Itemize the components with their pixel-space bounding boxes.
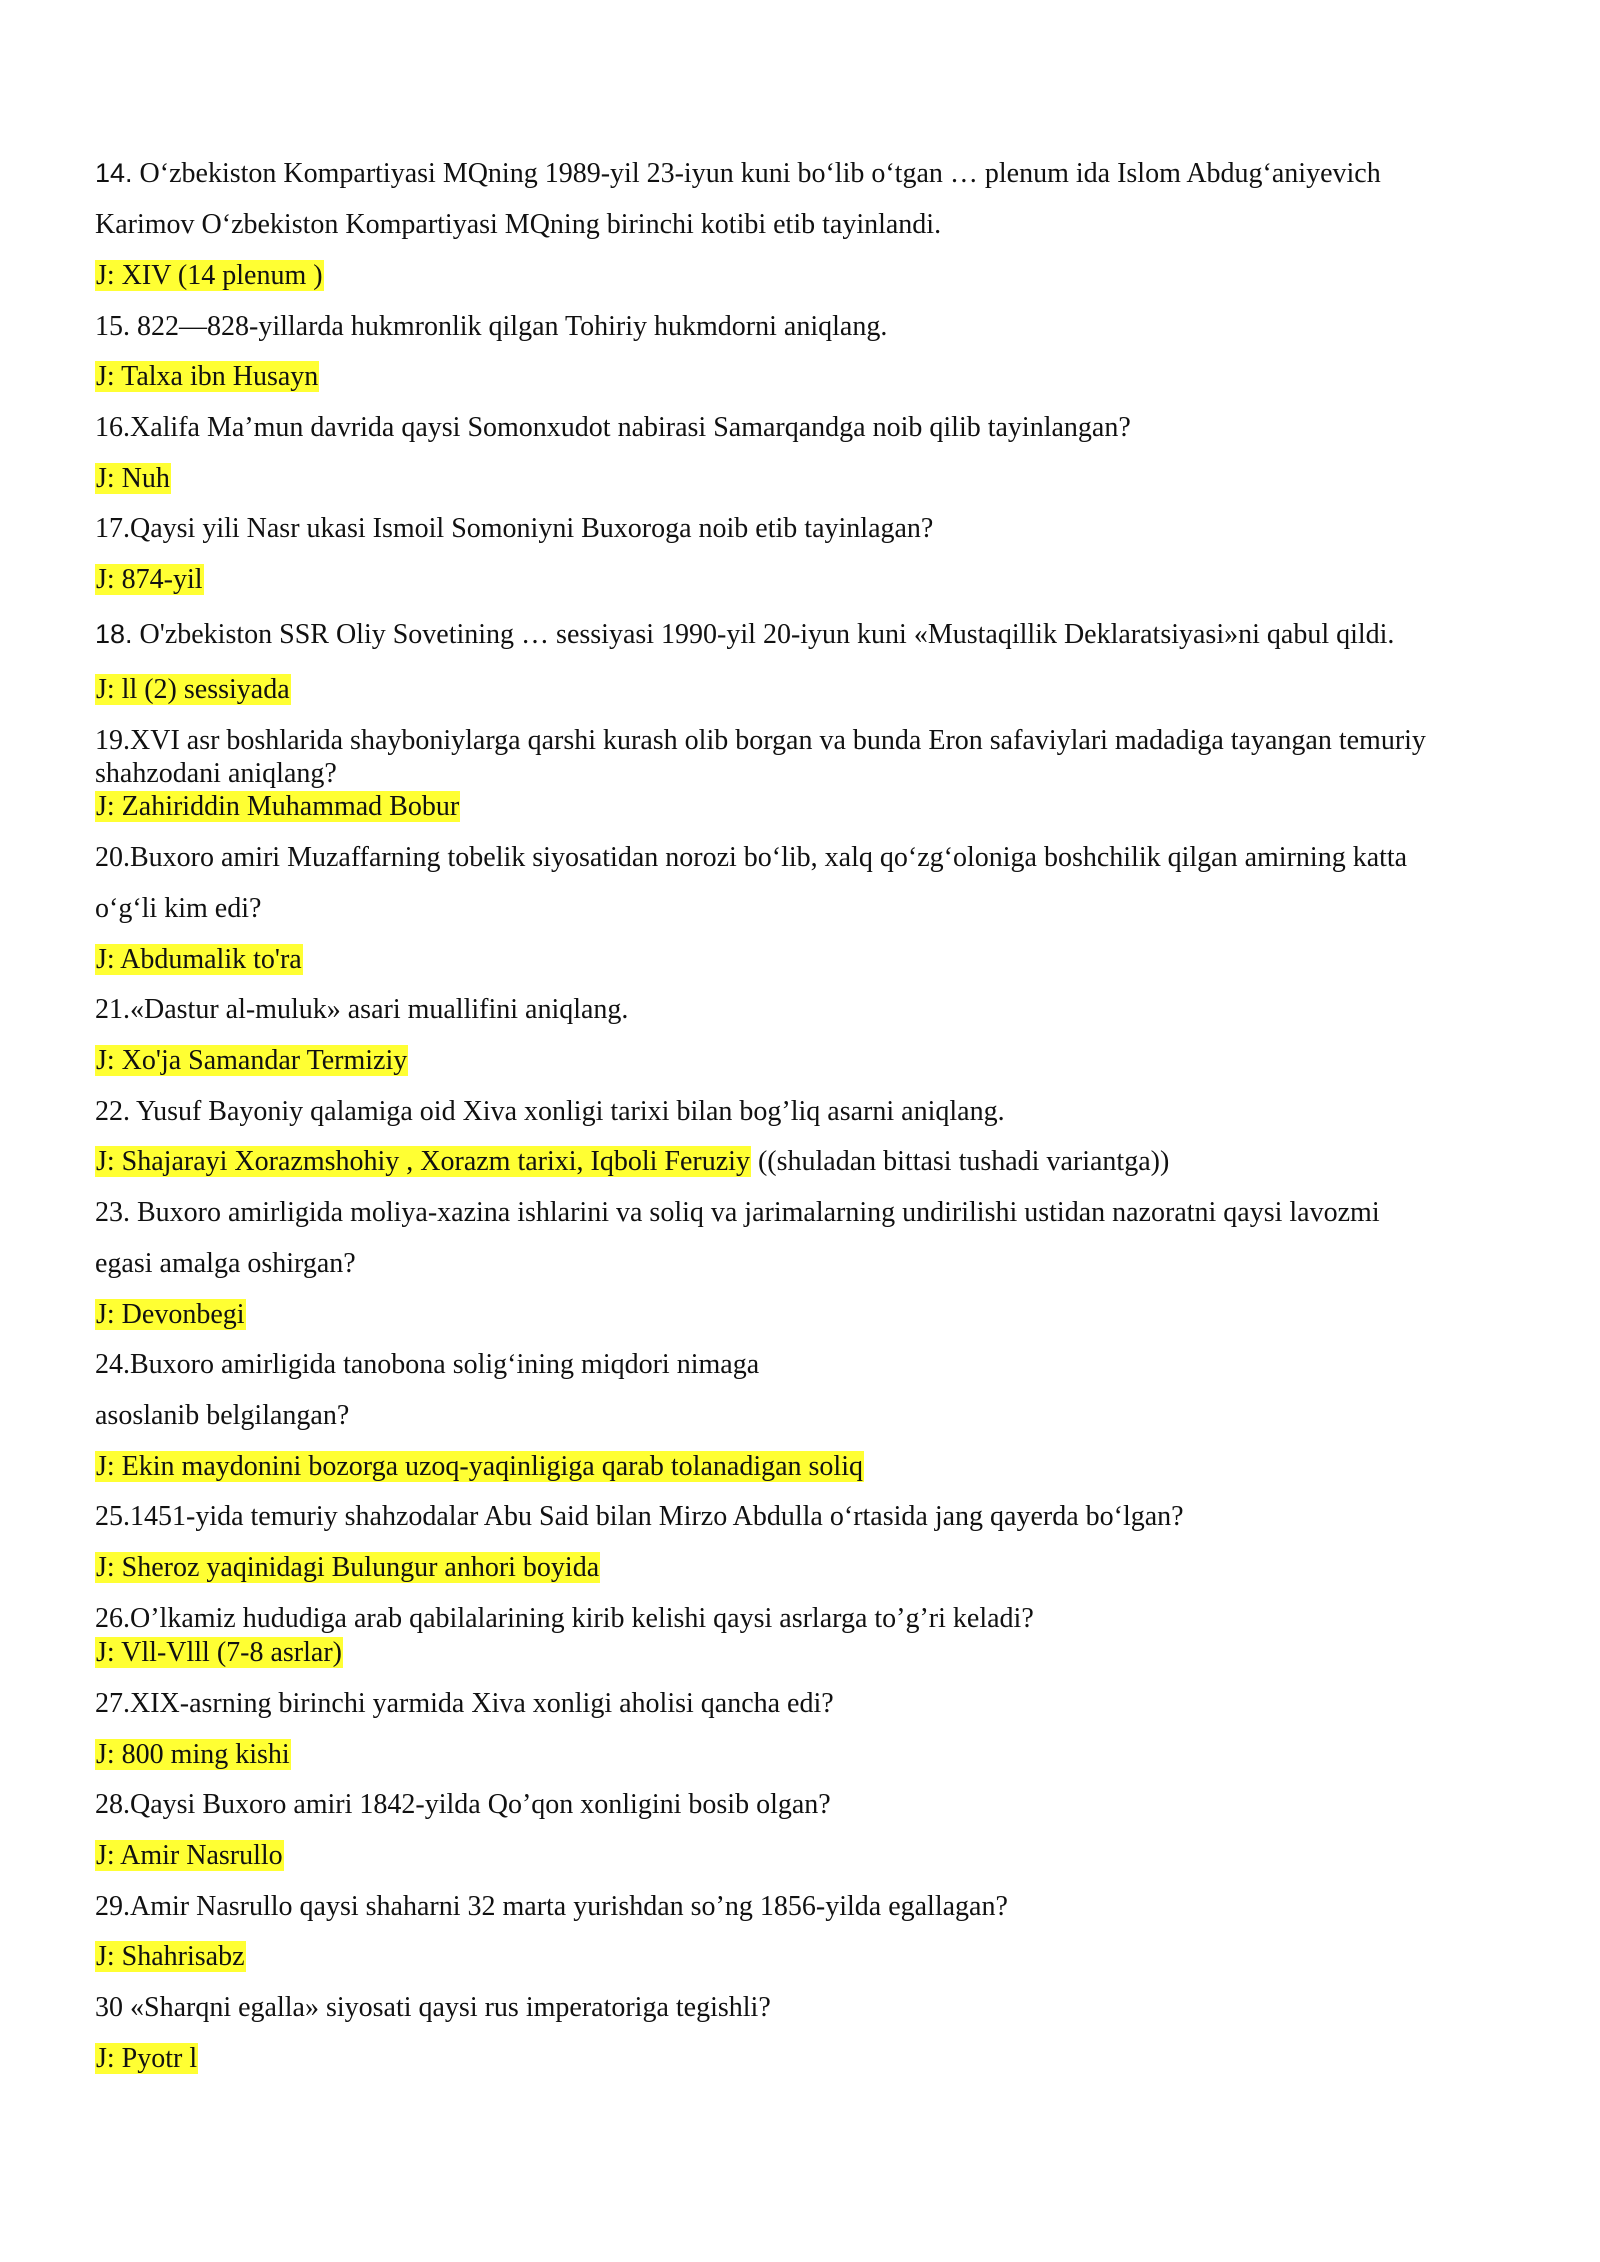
question-text: 17.Qaysi yili Nasr ukasi Ismoil Somoniyni Buxoroga noib etib tayinlagan? [95,513,934,544]
answer-highlight: J: Sheroz yaqinidagi Bulungur anhori boyida [96,1552,600,1583]
question-line [95,1399,1540,1433]
question-text: 21.«Dastur al-muluk» asari muallifini aniqlang. [95,994,629,1025]
answer-highlight: J: Nuh [96,463,170,494]
question-text: Karimov O‘zbekiston Kompartiyasi MQning birinchi kotibi etib tayinlandi. [95,209,942,240]
answer-highlight: J: Vll-Vlll (7-8 asrlar) [96,1637,342,1668]
answer-line [95,1636,1540,1670]
answer-highlight: J: ll (2) sessiyada [96,674,290,705]
answer-line [95,1450,1540,1484]
question-text: 26.O’lkamiz hududiga arab qabilalarining kirib kelishi qaysi asrlarga to’g’ri keladi? [95,1603,1034,1634]
question-line [95,892,1540,926]
answer-line [95,673,1540,707]
question-line [95,1095,1540,1129]
question-line [95,724,1540,758]
question-text: 16.Xalifa Ma’mun davrida qaysi Somonxudot nabirasi Samarqandga noib qilib tayinlangan? [95,412,1131,443]
question-text: o‘g‘li kim edi? [95,893,262,924]
answer-highlight: J: Ekin maydonini bozorga uzoq-yaqinligiga qarab tolanadigan soliq [96,1451,863,1482]
question-number: 18. [95,619,133,649]
question-line [95,841,1540,875]
question-line [95,1348,1540,1382]
answer-line [95,1145,1540,1179]
question-text: 28.Qaysi Buxoro amiri 1842-yilda Qo’qon xonligini bosib olgan? [95,1789,831,1820]
answer-line [95,1044,1540,1078]
answer-line [95,790,1540,824]
answer-line [95,1298,1540,1332]
answer-highlight: J: Shahrisabz [96,1941,245,1972]
answer-highlight: J: Abdumalik to'ra [96,944,302,975]
answer-highlight: J: Amir Nasrullo [96,1840,283,1871]
question-text: asoslanib belgilangan? [95,1400,350,1431]
question-text: O'zbekiston SSR Oliy Sovetining … sessiyasi 1990-yil 20-iyun kuni «Mustaqillik Deklaratsiyasi»ni qabul qildi. [132,619,1395,650]
question-text: shahzodani aniqlang? [95,758,337,789]
answer-line [95,360,1540,394]
question-text: 19.XVI asr boshlarida shayboniylarga qarshi kurash olib borgan va bunda Eron safaviylari madadiga tayangan temuriy [95,725,1426,756]
question-text: 25.1451-yida temuriy shahzodalar Abu Said bilan Mirzo Abdulla o‘rtasida jang qayerda bo‘lgan? [95,1501,1184,1532]
question-line [95,757,1540,791]
question-line [95,1788,1540,1822]
question-text: 24.Buxoro amirligida tanobona solig‘ining miqdori nimaga [95,1349,760,1380]
question-line [95,1991,1540,2025]
answer-line [95,259,1540,293]
question-text: 30 «Sharqni egalla» siyosati qaysi rus imperatoriga tegishli? [95,1992,771,2023]
answer-highlight: J: Devonbegi [96,1299,245,1330]
question-line [95,1196,1540,1230]
question-text: O‘zbekiston Kompartiyasi MQning 1989-yil 23-iyun kuni bo‘lib o‘tgan … plenum ida Islom Abdug‘aniyevich [132,158,1381,189]
question-line [95,993,1540,1027]
answer-highlight: J: Xo'ja Samandar Termiziy [96,1045,408,1076]
question-line [95,1500,1540,1534]
answer-line [95,1738,1540,1772]
question-text: 27.XIX-asrning birinchi yarmida Xiva xonligi aholisi qancha edi? [95,1688,834,1719]
question-text: 22. Yusuf Bayoniy qalamiga oid Xiva xonligi tarixi bilan bog’liq asarni aniqlang. [95,1096,1005,1127]
question-line [95,512,1540,546]
answer-highlight: J: Talxa ibn Husayn [96,361,319,392]
question-text: 15. 822—828-yillarda hukmronlik qilgan Tohiriy hukmdorni aniqlang. [95,311,888,342]
question-text: 23. Buxoro amirligida moliya-xazina ishlarini va soliq va jarimalarning undirilishi ustidan nazoratni qaysi lavozmi [95,1197,1380,1228]
question-line [95,1247,1540,1281]
question-line [95,310,1540,344]
answer-line [95,563,1540,597]
answer-line [95,1551,1540,1585]
answer-highlight: J: XIV (14 plenum ) [96,260,323,291]
question-line [95,1602,1540,1636]
answer-line [95,943,1540,977]
question-line [95,156,1540,191]
answer-highlight: J: 800 ming kishi [96,1739,290,1770]
answer-line [95,2042,1540,2076]
answer-highlight: J: 874-yil [96,564,203,595]
question-line [95,617,1540,652]
question-text: egasi amalga oshirgan? [95,1248,356,1279]
answer-line [95,462,1540,496]
question-line [95,1687,1540,1721]
answer-highlight: J: Shajarayi Xorazmshohiy , Xorazm tarixi, Iqboli Feruziy [96,1146,750,1177]
question-text: 29.Amir Nasrullo qaysi shaharni 32 marta yurishdan so’ng 1856-yilda egallagan? [95,1891,1008,1922]
answer-line [95,1940,1540,1974]
question-number: 14. [95,158,133,188]
question-text: 20.Buxoro amiri Muzaffarning tobelik siyosatidan norozi bo‘lib, xalq qo‘zg‘oloniga boshchilik qilgan amirning katta [95,842,1408,873]
question-line [95,208,1540,242]
question-line [95,411,1540,445]
answer-line [95,1839,1540,1873]
question-line [95,1890,1540,1924]
answer-highlight: J: Zahiriddin Muhammad Bobur [96,791,460,822]
answer-note: ((shuladan bittasi tushadi variantga)) [750,1146,1170,1177]
answer-highlight: J: Pyotr l [96,2043,198,2074]
